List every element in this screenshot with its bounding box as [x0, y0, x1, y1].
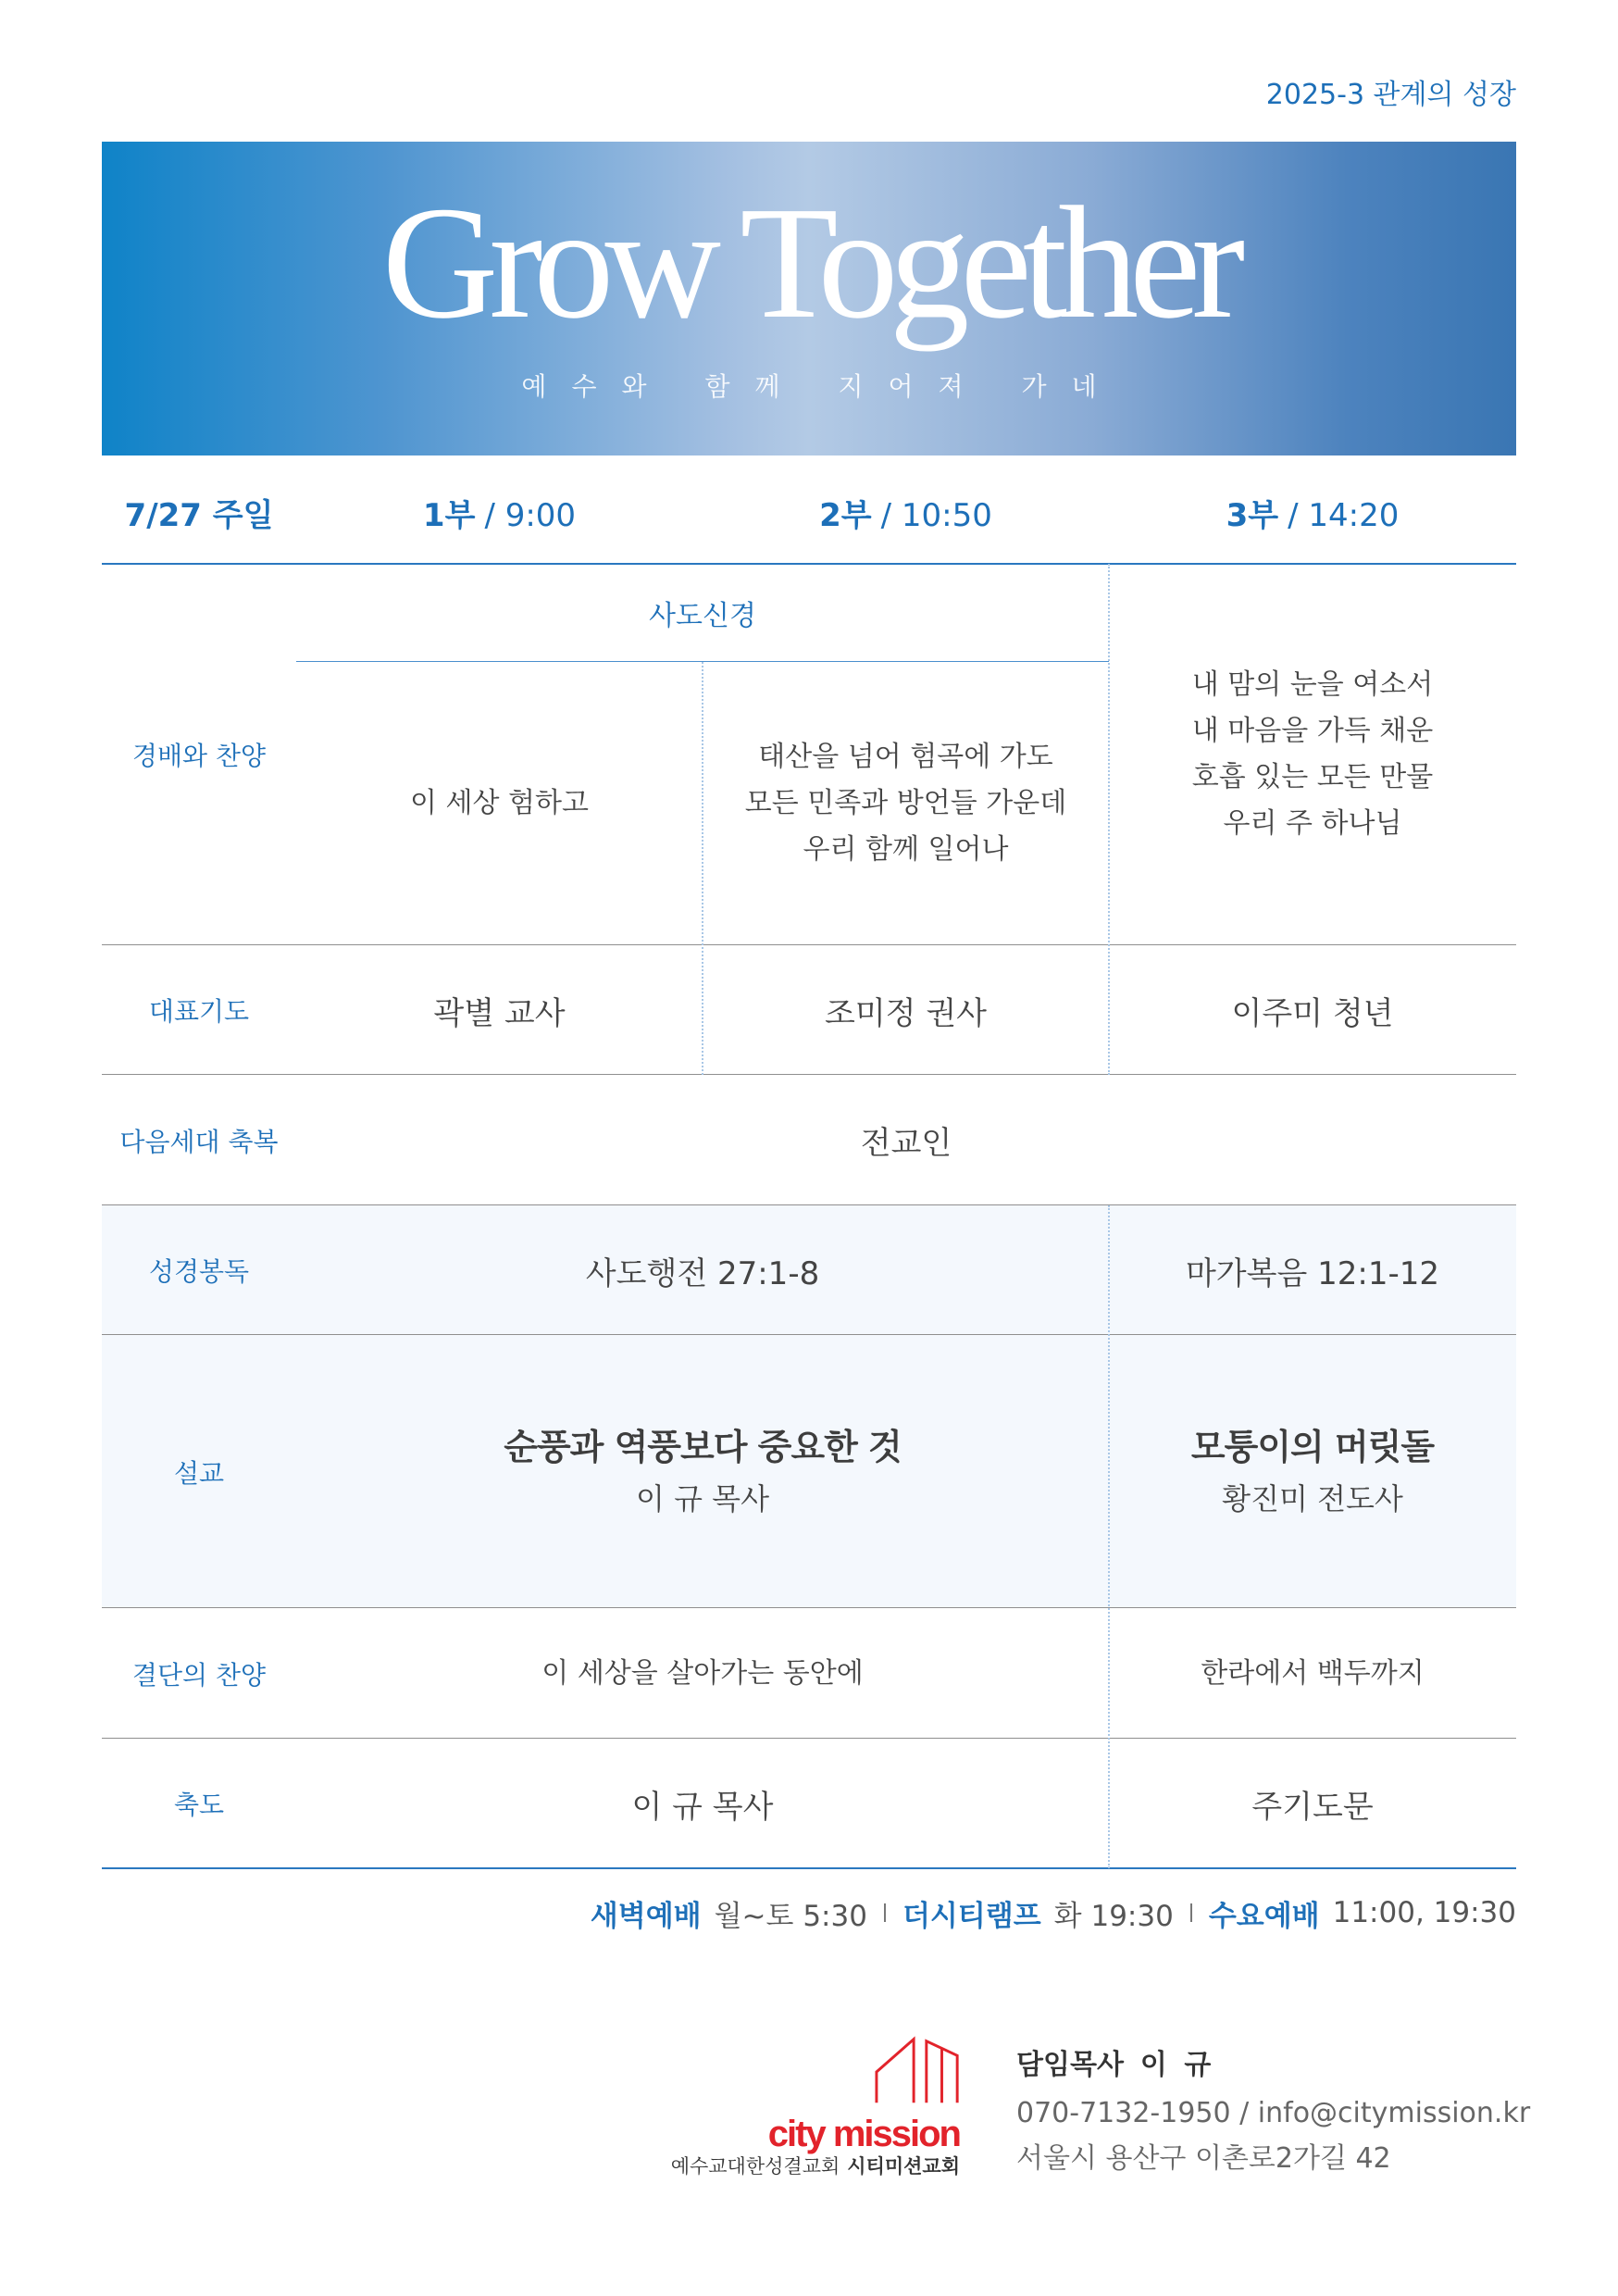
weekly-name: 새벽예배	[590, 1899, 702, 1933]
logo-wordmark: city mission	[767, 2114, 960, 2154]
worship-label: 경배와 찬양	[131, 741, 267, 771]
service-3-name: 3부	[1226, 496, 1279, 534]
prayer-leader-2: 조미정 권사	[824, 994, 988, 1032]
weekly-time: 화 19:30	[1053, 1899, 1174, 1933]
song-line: 태산을 넘어 험곡에 가도	[758, 741, 1053, 773]
service-3-time: / 14:20	[1288, 496, 1400, 534]
sermon-service-3	[1109, 1335, 1516, 1608]
weekly-name: 더시티램프	[902, 1899, 1041, 1933]
service-2-name: 2부	[819, 496, 872, 534]
service-1-header	[296, 460, 703, 564]
church-name: 시티미션교회	[847, 2155, 960, 2177]
response-services-1-2: 이 세상을 살아가는 동안에	[541, 1656, 864, 1690]
service-3-header	[1109, 460, 1516, 564]
song-line: 내 마음을 가득 채운	[1191, 715, 1434, 747]
sermon-preacher: 이 규 목사	[636, 1480, 769, 1516]
issue-label: 2025-3 관계의 성장	[1265, 79, 1516, 111]
reading-service-3: 마가복음 12:1-12	[1185, 1254, 1440, 1292]
sermon-label: 설교	[173, 1457, 225, 1489]
column-divider	[1108, 1205, 1110, 1868]
song-line: 이 세상 험하고	[410, 787, 589, 819]
church-name-line	[671, 2153, 960, 2179]
sermon-preacher: 황진미 전도사	[1222, 1480, 1403, 1516]
service-2-time: / 10:50	[880, 496, 992, 534]
worship-service-2	[703, 662, 1109, 945]
church-address: 서울시 용산구 이촌로2가길 42	[1016, 2142, 1391, 2175]
blessing-value: 전교인	[860, 1125, 952, 1162]
benediction-services-1-2: 이 규 목사	[631, 1788, 774, 1826]
service-1-heading	[423, 490, 576, 535]
prayer-label: 대표기도	[148, 996, 250, 1027]
benediction-service-3: 주기도문	[1251, 1788, 1374, 1826]
song-line: 호흡 있는 모든 만물	[1191, 761, 1434, 793]
creed-label: 사도신경	[649, 600, 756, 632]
sermon-title: 모퉁이의 머릿돌	[1190, 1426, 1435, 1467]
service-2-heading	[819, 490, 992, 535]
service-3-heading	[1226, 490, 1400, 535]
song-line: 우리 함께 일어나	[803, 833, 1009, 866]
prayer-leader-3: 이주미 청년	[1231, 994, 1394, 1032]
banner-subtitle: 예수와 함께 지어져 가네	[521, 371, 1122, 402]
column-divider	[1108, 564, 1110, 1075]
song-line: 내 맘의 눈을 여소서	[1191, 668, 1434, 701]
worship-service-3	[1109, 564, 1516, 945]
worship-service-1	[296, 662, 703, 945]
banner-title: Grow Together	[381, 173, 1237, 352]
prayer-leader-1: 곽별 교사	[433, 994, 566, 1032]
service-2-header	[703, 460, 1109, 564]
song-line: 우리 주 하나님	[1223, 807, 1402, 840]
senior-pastor	[1016, 2047, 1211, 2084]
response-label: 결단의 찬양	[131, 1659, 267, 1691]
service-date: 7/27 주일	[124, 496, 274, 534]
service-1-name: 1부	[422, 496, 476, 534]
sermon-services-1-2	[296, 1335, 1109, 1608]
sermon-title: 순풍과 역풍보다 중요한 것	[504, 1426, 902, 1467]
weekly-schedule	[591, 1892, 1516, 1933]
benediction-label: 축도	[173, 1790, 225, 1820]
weekly-time: 월~토 5:30	[714, 1899, 867, 1933]
weekly-separator	[1190, 1903, 1192, 1922]
weekly-name: 수요예배	[1208, 1899, 1320, 1933]
song-line: 모든 민족과 방언들 가운데	[744, 787, 1067, 819]
response-service-3: 한라에서 백두까지	[1201, 1656, 1425, 1690]
table-bottom-divider	[102, 1867, 1516, 1869]
column-divider	[702, 662, 703, 1075]
reading-label: 성경봉독	[148, 1256, 250, 1287]
title-banner	[102, 142, 1516, 455]
service-1-time: / 9:00	[484, 496, 577, 534]
reading-services-1-2: 사도행전 27:1-8	[585, 1254, 820, 1292]
blessing-label: 다음세대 축복	[119, 1126, 279, 1157]
weekly-time: 11:00, 19:30	[1332, 1896, 1516, 1929]
pastor-title: 담임목사	[1016, 2049, 1124, 2081]
denomination: 예수교대한성결교회	[670, 2155, 840, 2177]
contact-info: 070-7132-1950 / info@citymission.kr	[1016, 2097, 1531, 2129]
pastor-name: 이 규	[1139, 2049, 1212, 2081]
weekly-separator	[884, 1903, 886, 1922]
building-outline-icon	[874, 2035, 965, 2105]
